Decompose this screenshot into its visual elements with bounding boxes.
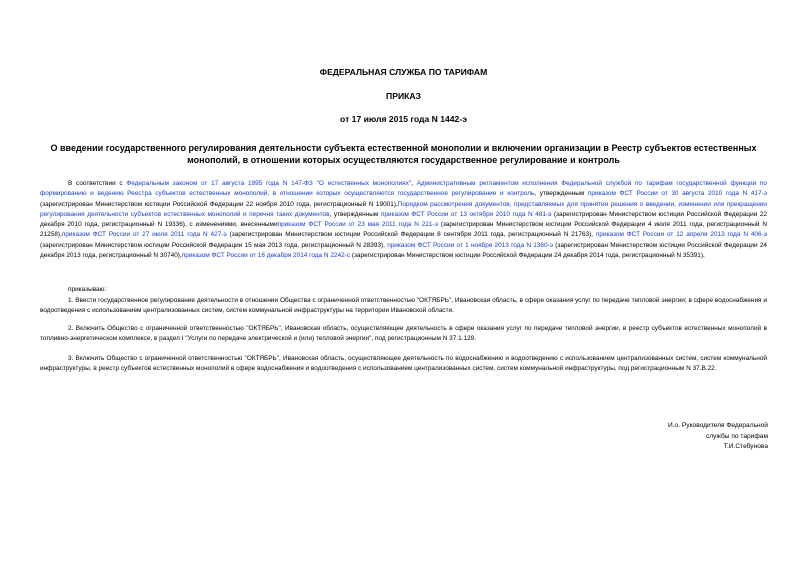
signature-block	[590, 421, 768, 453]
agency-name: ФЕДЕРАЛЬНАЯ СЛУЖБА ПО ТАРИФАМ	[319, 67, 488, 77]
link-procedure[interactable]: Порядком рассмотрения документов, представляемых для принятия решения о введении, изменении или прекращении регулирования деятельности субъектов естественных монополий и перечня таких документов	[40, 200, 767, 218]
preamble-text: (зарегистрирован Министерством юстиции Российской Федерации 4 июля 2011 года, регистрационный N 21258),	[40, 221, 767, 239]
link-federal-law[interactable]: Федеральным законом от 17 августа 1995 года N 147-ФЗ "О естественных монополиях"	[126, 180, 412, 187]
order-word: приказываю:	[68, 286, 107, 293]
order-item-2: 2. Включить Общество с ограниченной ответственностью "ОКТЯБРЬ", Ивановская область, осуществляющее деятельность в сфере оказания услуг по передаче тепловой энергии, в реестр субъектов естественных монополий в топливно-энергетическом комплексе, в раздел I "Услуги по передаче электрической и (или) тепловой энергии", под регистрационным N 37.1.129.	[40, 325, 767, 343]
preamble-text: (зарегистрирован Министерством юстиции Российской Федерации 8 сентября 2011 года, регистрационный N 21763),	[226, 231, 596, 239]
link-order-427[interactable]: приказом ФСТ России от 27 июля 2011 года N 427-э	[61, 231, 227, 239]
link-order-1360[interactable]: приказом ФСТ России от 1 ноября 2013 года N 1360-э	[387, 241, 553, 249]
preamble-text: (зарегистрирован Министерством юстиции Российской Федерации 22 декабря 2010 года, регистрационный N 19336), с изменениями, внесенными	[40, 210, 767, 229]
signature-name: Т.И.Стебунова	[723, 443, 768, 450]
link-order-221[interactable]: приказом ФСТ России от 23 мая 2011 года N 221-э	[277, 221, 438, 229]
preamble-text: (зарегистрирован Министерством юстиции Российской Федерации 15 мая 2013 года, регистрационный N 28393),	[40, 241, 388, 249]
doc-date: от 17 июля 2015 года N 1442-э	[340, 114, 467, 124]
preamble-text: (зарегистрирован Министерством юстиции Российской Федерации 22 ноября 2010 года, регистрационный N 19001),	[40, 200, 398, 208]
preamble-text: В соответствии с	[68, 180, 127, 187]
preamble-paragraph	[40, 179, 767, 261]
preamble-text: (зарегистрирован Министерством юстиции Российской Федерации 24 декабря 2013 года, регистрационный N 30740),	[40, 241, 767, 260]
link-order-2242[interactable]: приказом ФСТ России от 16 декабря 2014 года N 2242-с	[181, 252, 351, 260]
signature-position: И.о. Руководителя Федеральной	[667, 422, 768, 429]
doc-type: ПРИКАЗ	[386, 91, 421, 101]
order-item-3: 3. Включить Общество с ограниченной ответственностью "ОКТЯБРЬ", Ивановская область, осуществляющее деятельность по водоснабжению и водоотведению с использованием централизованных систем, систем коммунальной инфраструктуры, в реестр субъектов естественных монополий в сфере водоснабжения и водоотведения с использованием централизованных систем, систем коммунальной инфраструктуры, под регистрационным N 37.В.22.	[40, 355, 767, 373]
link-order-406[interactable]: приказом ФСТ России от 12 апреля 2013 года N 406-э	[595, 231, 768, 239]
signature-agency: службы по тарифам	[705, 432, 768, 440]
link-admin-regulation[interactable]: Административным регламентом исполнения Федеральной службой по тарифам государственной функции по формированию и ведению Реестра субъектов естественных монополий, в отношении которых осуществляются государственное регулирование и контроль	[40, 180, 768, 198]
document-title: О введении государственного регулирования деятельности субъекта естественной монополии и включении организации в Реестр субъектов естественных монополий, в отношении которых осуществляются государственное регулирование и контроль	[50, 143, 757, 165]
preamble-text: (зарегистрирован Министерством юстиции Российской Федерации 24 декабря 2014 года, регистрационный N 35391),	[350, 252, 705, 260]
link-order-481[interactable]: приказом ФСТ России от 13 октября 2010 года N 481-э	[380, 210, 552, 218]
preamble-text: , утвержденным	[329, 210, 381, 218]
link-order-417[interactable]: приказом ФСТ России от 30 августа 2010 года N 417-э	[587, 190, 768, 198]
preamble-text: ,	[411, 180, 417, 187]
preamble-text: , утвержденным	[534, 190, 588, 198]
order-item-1: 1. Ввести государственное регулирование деятельности в отношении Общества с ограниченной ответственностью "ОКТЯБРЬ", Ивановская область, в сфере оказания услуг по передаче тепловой энергии; в сфере водоснабжения и водоотведения с использованием централизованных систем, систем коммунальной инфраструктуры на территории Ивановской области.	[40, 297, 767, 315]
